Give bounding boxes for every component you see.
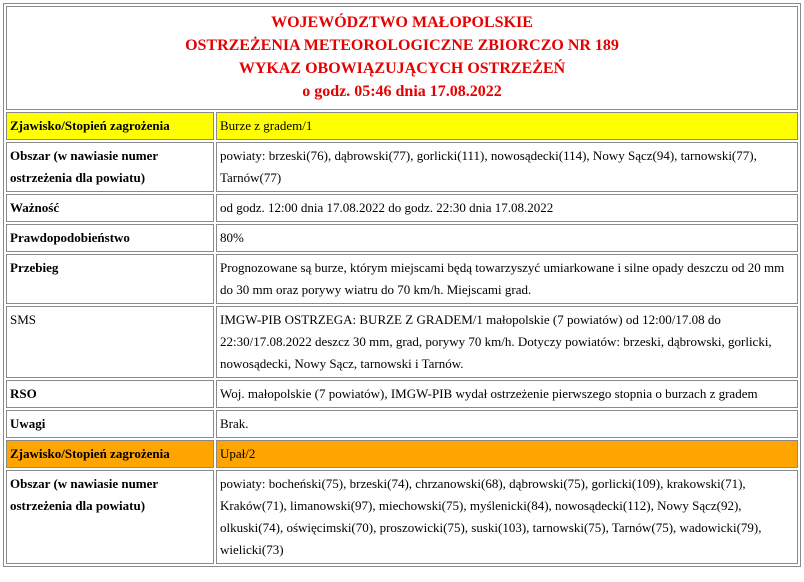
rso-value: Woj. małopolskie (7 powiatów), IMGW-PIB wydał ostrzeżenie pierwszego stopnia o burzach z gradem: [216, 380, 798, 408]
warning2-area-row: [6, 470, 798, 564]
area-value: powiaty: brzeski(76), dąbrowski(77), gorlicki(111), nowosądecki(114), Nowy Sącz(94), tarnowski(77), Tarnów(77): [216, 142, 798, 192]
validity-value: od godz. 12:00 dnia 17.08.2022 do godz. 22:30 dnia 17.08.2022: [216, 194, 798, 222]
phenomenon-value: Burze z gradem/1: [216, 112, 798, 140]
sms-value: IMGW-PIB OSTRZEGA: BURZE Z GRADEM/1 małopolskie (7 powiatów) od 12:00/17.08 do 22:30/17.08.2022 deszcz 30 mm, grad, porywy 70 km/h. Dotyczy powiatów: brzeski, dąbrowski, gorlicki, nowosądecki, Nowy Sącz, tarnowski i Tarnów.: [216, 306, 798, 378]
remarks-value: Brak.: [216, 410, 798, 438]
area-value: powiaty: bocheński(75), brzeski(74), chrzanowski(68), dąbrowski(75), gorlicki(109), krakowski(71), Kraków(71), limanowski(97), miechowski(75), myślenicki(84), nowosądecki(112), Nowy Sącz(92), olkuski(74), oświęcimski(70), proszowicki(75), suski(103), tarnowski(75), Tarnów(75), wadowicki(79), wielicki(73): [216, 470, 798, 564]
warning1-validity-row: [6, 194, 798, 222]
document-header: [6, 6, 798, 110]
header-issue-time: o godz. 05:46 dnia 17.08.2022: [302, 83, 502, 100]
warnings-table: [3, 3, 801, 567]
warnings-document: [3, 3, 801, 567]
probability-value: 80%: [216, 224, 798, 252]
warning1-sms-row: [6, 306, 798, 378]
rso-label: RSO: [6, 380, 214, 408]
warning1-rso-row: [6, 380, 798, 408]
validity-label: Ważność: [6, 194, 214, 222]
course-value: Prognozowane są burze, którym miejscami będą towarzyszyć umiarkowane i silne opady deszczu od 20 mm do 30 mm oraz porywy wiatru do 70 km/h. Miejscami grad.: [216, 254, 798, 304]
header-bulletin-number: OSTRZEŻENIA METEOROLOGICZNE ZBIORCZO NR 189: [185, 37, 619, 54]
warning1-remarks-row: [6, 410, 798, 438]
warning1-probability-row: [6, 224, 798, 252]
phenomenon-label: Zjawisko/Stopień zagrożenia: [6, 112, 214, 140]
header-list-title: WYKAZ OBOWIĄZUJĄCYCH OSTRZEŻEŃ: [238, 60, 566, 77]
area-label: Obszar (w nawiasie numer ostrzeżenia dla powiatu): [6, 470, 214, 564]
area-label: Obszar (w nawiasie numer ostrzeżenia dla powiatu): [6, 142, 214, 192]
warning1-area-row: [6, 142, 798, 192]
phenomenon-value: Upał/2: [216, 440, 798, 468]
phenomenon-label: Zjawisko/Stopień zagrożenia: [6, 440, 214, 468]
remarks-label: Uwagi: [6, 410, 214, 438]
header-row: [6, 6, 798, 110]
warning1-phenomenon-row: [6, 112, 798, 140]
course-label: Przebieg: [6, 254, 214, 304]
probability-label: Prawdopodobieństwo: [6, 224, 214, 252]
sms-label: SMS: [6, 306, 214, 378]
warning1-course-row: [6, 254, 798, 304]
header-voivodeship: WOJEWÓDZTWO MAŁOPOLSKIE: [271, 14, 533, 31]
warning2-phenomenon-row: [6, 440, 798, 468]
